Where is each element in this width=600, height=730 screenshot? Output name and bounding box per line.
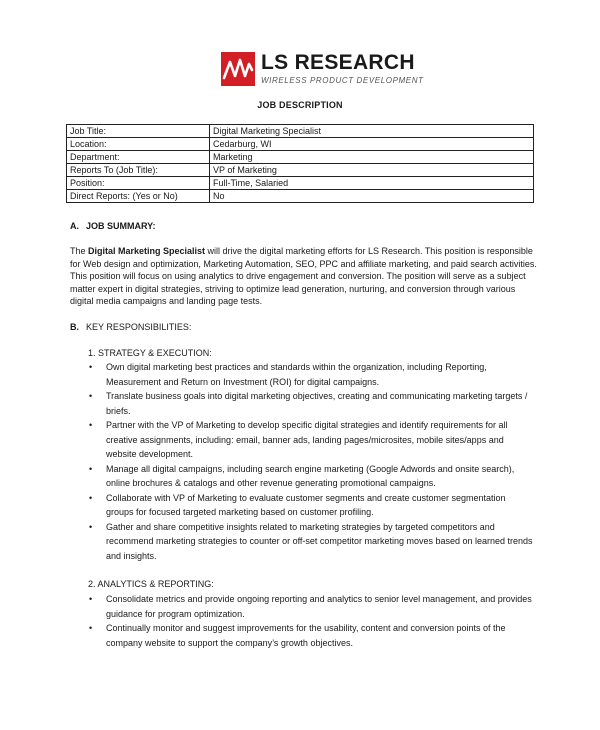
info-key: Job Title: <box>67 125 210 138</box>
document-title: JOB DESCRIPTION <box>257 100 343 110</box>
info-row <box>67 164 534 177</box>
section-letter: A. <box>70 221 79 231</box>
info-row <box>67 177 534 190</box>
info-value: No <box>210 190 534 203</box>
info-row <box>67 190 534 203</box>
info-row <box>67 125 534 138</box>
strategy-execution-list <box>88 360 534 563</box>
info-key: Direct Reports: (Yes or No) <box>67 190 210 203</box>
section-title: JOB SUMMARY: <box>86 221 156 231</box>
list-item: • Gather and share competitive insights related to marketing strategies by targeted competitors and recommend marketing strategies to counter or off-set competitor marketing moves based on learned trends and insights. <box>88 520 534 564</box>
info-value: Digital Marketing Specialist <box>210 125 534 138</box>
info-key: Reports To (Job Title): <box>67 164 210 177</box>
info-key: Position: <box>67 177 210 190</box>
list-item: • Collaborate with VP of Marketing to evaluate customer segments and create customer segmentation groups for focused targeted marketing based on customer profiling. <box>88 491 534 520</box>
list-item: • Own digital marketing best practices and standards within the organization, including Reporting, Measurement and Return on Investment (ROI) for digital campaigns. <box>88 360 534 389</box>
brand-tagline: WIRELESS PRODUCT DEVELOPMENT <box>261 76 424 85</box>
company-logo <box>221 52 424 86</box>
info-row <box>67 151 534 164</box>
strategy-execution-heading: 1. STRATEGY & EXECUTION: <box>88 348 212 358</box>
list-item: • Continually monitor and suggest improvements for the usability, content and conversion points of the company website to support the company’s growth objectives. <box>88 621 534 650</box>
info-value: Cedarburg, WI <box>210 138 534 151</box>
analytics-reporting-list <box>88 592 534 650</box>
job-info-table <box>66 124 534 203</box>
info-key: Location: <box>67 138 210 151</box>
job-summary-text: The Digital Marketing Specialist will drive the digital marketing efforts for LS Research. This position is responsible for Web design and optimization, Marketing Automation, SEO, PPC and affiliate marketing, and paid search activities. This position will focus on using analytics to drive engagement and conversion. The position will serve as a subject matter expert in digital strategies, striving to optimize lead generation, nurturing, and conversion through various digital media campaigns and landing page tests. <box>70 246 537 307</box>
list-item: • Partner with the VP of Marketing to develop specific digital strategies and identify requirements for all creative assignments, including: email, banner ads, landing pages/microsites, mobile sites/apps and website development. <box>88 418 534 462</box>
list-item: • Translate business goals into digital marketing objectives, creating and communicating marketing targets / briefs. <box>88 389 534 418</box>
analytics-reporting-heading: 2. ANALYTICS & REPORTING: <box>88 579 214 589</box>
list-item: • Consolidate metrics and provide ongoing reporting and analytics to senior level management, and provides guidance for program optimization. <box>88 592 534 621</box>
info-row <box>67 138 534 151</box>
job-title-emphasis: Digital Marketing Specialist <box>88 246 206 256</box>
info-key: Department: <box>67 151 210 164</box>
job-summary-heading <box>70 221 156 231</box>
info-value: VP of Marketing <box>210 164 534 177</box>
section-title: KEY RESPONSIBILITIES: <box>86 322 192 332</box>
list-item: • Manage all digital campaigns, including search engine marketing (Google Adwords and onsite search), online brochures & catalogs and other revenue generating promotional campaigns. <box>88 462 534 491</box>
brand-name: LS RESEARCH <box>261 51 415 74</box>
info-value: Full-Time, Salaried <box>210 177 534 190</box>
key-responsibilities-heading <box>70 322 191 332</box>
info-value: Marketing <box>210 151 534 164</box>
section-letter: B. <box>70 322 79 332</box>
ls-research-logo-icon <box>221 52 255 86</box>
